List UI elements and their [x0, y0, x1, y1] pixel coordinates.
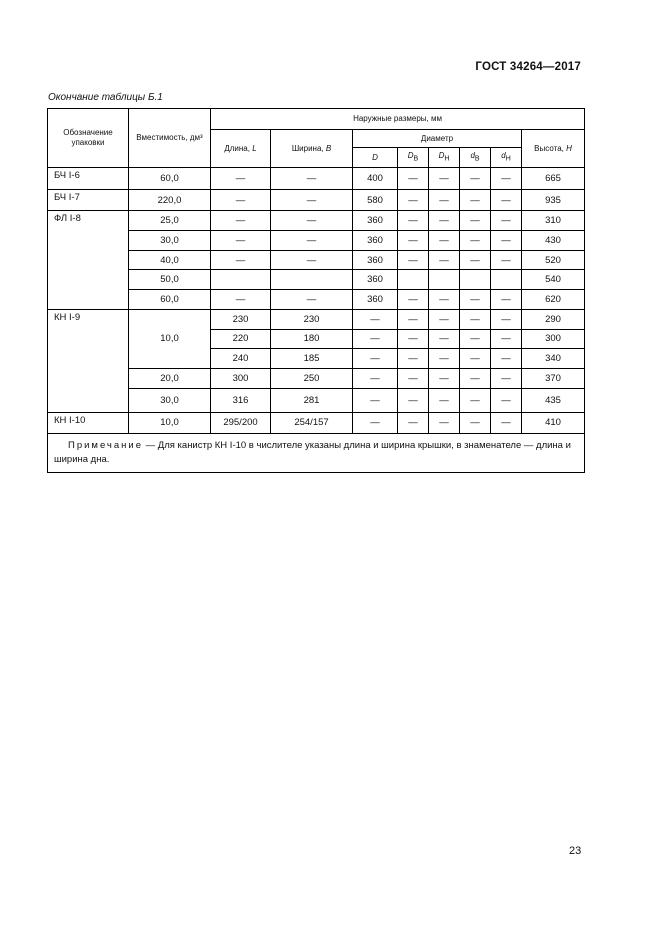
diameter-cell: — [398, 231, 429, 251]
diameter-cell: — [398, 168, 429, 190]
capacity-cell: 40,0 [129, 250, 211, 270]
diameter-cell: — [460, 309, 491, 329]
diameter-cell: — [491, 368, 522, 388]
diameter-cell: — [353, 412, 398, 434]
diameter-cell: 360 [353, 250, 398, 270]
header-outer-dimensions: Наружные размеры, мм [211, 109, 585, 130]
diameter-cell: 360 [353, 231, 398, 251]
table-row [48, 388, 585, 412]
diameter-cell: — [429, 168, 460, 190]
capacity-cell: 10,0 [129, 412, 211, 434]
diameter-cell: — [460, 329, 491, 349]
diameter-cell [429, 270, 460, 290]
length-cell: 220 [211, 329, 271, 349]
length-cell: — [211, 231, 271, 251]
capacity-cell: 220,0 [129, 189, 211, 211]
width-cell: — [271, 189, 353, 211]
diameter-cell: — [398, 412, 429, 434]
length-cell: 316 [211, 388, 271, 412]
width-cell: 281 [271, 388, 353, 412]
table-row [48, 290, 585, 310]
header-D-outer: $D_Н$ [429, 148, 460, 168]
height-cell: 520 [522, 250, 585, 270]
diameter-cell: — [429, 250, 460, 270]
table-row [48, 270, 585, 290]
diameter-cell: — [353, 349, 398, 369]
diameter-cell: — [491, 168, 522, 190]
diameter-cell: — [491, 412, 522, 434]
diameter-cell: — [491, 250, 522, 270]
diameter-cell: — [460, 368, 491, 388]
diameter-cell: — [398, 309, 429, 329]
header-d-inner: $d_В$ [460, 148, 491, 168]
diameter-cell: — [429, 388, 460, 412]
width-cell: 230 [271, 309, 353, 329]
diameter-cell: — [353, 309, 398, 329]
header-capacity: Вместимость, дм³ [129, 109, 211, 168]
height-cell: 665 [522, 168, 585, 190]
diameter-cell: — [460, 231, 491, 251]
diameter-cell: 400 [353, 168, 398, 190]
header-height: Высота, H [522, 130, 585, 168]
diameter-cell: — [429, 412, 460, 434]
diameter-cell: 360 [353, 290, 398, 310]
diameter-cell: — [398, 329, 429, 349]
table-row [48, 168, 585, 190]
height-cell: 935 [522, 189, 585, 211]
diameter-cell: — [398, 211, 429, 231]
diameter-cell: — [460, 211, 491, 231]
designation-cell: КН I-10 [48, 412, 129, 434]
diameter-cell: — [429, 231, 460, 251]
diameter-cell [491, 270, 522, 290]
length-cell: 240 [211, 349, 271, 369]
header-D-inner: $D_В$ [398, 148, 429, 168]
diameter-cell: — [460, 388, 491, 412]
length-cell: 300 [211, 368, 271, 388]
height-cell: 300 [522, 329, 585, 349]
designation-cell: КН I-9 [48, 309, 129, 412]
diameter-cell: 580 [353, 189, 398, 211]
capacity-cell: 30,0 [129, 388, 211, 412]
width-cell [271, 270, 353, 290]
header-D: D [353, 148, 398, 168]
diameter-cell: — [460, 189, 491, 211]
header-d-outer: $d_Н$ [491, 148, 522, 168]
diameter-cell: — [398, 349, 429, 369]
diameter-cell: — [429, 368, 460, 388]
table-row [48, 231, 585, 251]
diameter-cell: — [398, 189, 429, 211]
length-cell: — [211, 250, 271, 270]
header-designation: Обозначение упаковки [48, 109, 129, 168]
document-code: ГОСТ 34264—2017 [475, 61, 581, 73]
diameter-cell: — [353, 368, 398, 388]
diameter-cell: — [491, 231, 522, 251]
width-cell: — [271, 168, 353, 190]
diameter-cell: — [398, 290, 429, 310]
length-cell: 295/200 [211, 412, 271, 434]
designation-cell: БЧ I-6 [48, 168, 129, 190]
capacity-cell: 30,0 [129, 231, 211, 251]
height-cell: 540 [522, 270, 585, 290]
height-cell: 370 [522, 368, 585, 388]
length-cell: — [211, 290, 271, 310]
capacity-cell: 20,0 [129, 368, 211, 388]
width-cell: 185 [271, 349, 353, 369]
diameter-cell: — [429, 290, 460, 310]
height-cell: 410 [522, 412, 585, 434]
length-cell: 230 [211, 309, 271, 329]
height-cell: 310 [522, 211, 585, 231]
width-cell: 254/157 [271, 412, 353, 434]
diameter-cell: — [491, 309, 522, 329]
table-row [48, 250, 585, 270]
capacity-cell: 10,0 [129, 309, 211, 368]
diameter-cell: — [398, 388, 429, 412]
diameter-cell: — [429, 329, 460, 349]
diameter-cell [460, 270, 491, 290]
dimensions-table [47, 108, 585, 473]
capacity-cell: 50,0 [129, 270, 211, 290]
height-cell: 340 [522, 349, 585, 369]
header-diameter: Диаметр [353, 130, 522, 148]
diameter-cell: — [491, 329, 522, 349]
diameter-cell: — [429, 211, 460, 231]
header-width: Ширина, B [271, 130, 353, 168]
diameter-cell: — [491, 189, 522, 211]
diameter-cell: — [491, 290, 522, 310]
length-cell: — [211, 168, 271, 190]
diameter-cell: — [460, 168, 491, 190]
height-cell: 620 [522, 290, 585, 310]
width-cell: — [271, 211, 353, 231]
table-note-row [48, 434, 585, 473]
table-caption: Окончание таблицы Б.1 [48, 92, 163, 103]
diameter-cell: — [460, 349, 491, 369]
diameter-cell: — [398, 368, 429, 388]
designation-cell: БЧ I-7 [48, 189, 129, 211]
diameter-cell: — [491, 388, 522, 412]
diameter-cell: — [429, 309, 460, 329]
length-cell: — [211, 211, 271, 231]
diameter-cell: — [460, 290, 491, 310]
width-cell: 250 [271, 368, 353, 388]
table-row [48, 189, 585, 211]
length-cell: — [211, 189, 271, 211]
height-cell: 435 [522, 388, 585, 412]
diameter-cell: 360 [353, 211, 398, 231]
diameter-cell: — [353, 388, 398, 412]
width-cell: — [271, 290, 353, 310]
height-cell: 290 [522, 309, 585, 329]
width-cell: 180 [271, 329, 353, 349]
diameter-cell: 360 [353, 270, 398, 290]
capacity-cell: 60,0 [129, 290, 211, 310]
table-row [48, 309, 585, 329]
page-number: 23 [569, 845, 582, 857]
diameter-cell: — [429, 349, 460, 369]
diameter-cell: — [460, 412, 491, 434]
diameter-cell [398, 270, 429, 290]
table-row [48, 368, 585, 388]
designation-cell: ФЛ I-8 [48, 211, 129, 309]
capacity-cell: 60,0 [129, 168, 211, 190]
diameter-cell: — [491, 211, 522, 231]
table-note [48, 434, 585, 473]
capacity-cell: 25,0 [129, 211, 211, 231]
diameter-cell: — [398, 250, 429, 270]
diameter-cell: — [353, 329, 398, 349]
width-cell: — [271, 250, 353, 270]
table-row [48, 412, 585, 434]
diameter-cell: — [491, 349, 522, 369]
diameter-cell: — [460, 250, 491, 270]
width-cell: — [271, 231, 353, 251]
height-cell: 430 [522, 231, 585, 251]
header-length: Длина, L [211, 130, 271, 168]
diameter-cell: — [429, 189, 460, 211]
note-label: Примечание [68, 440, 143, 452]
note-text: — Для канистр КН I-10 в числителе указаны длина и ширина крышки, в знаменателе — длина и ширина дна. [54, 440, 571, 466]
table-row [48, 211, 585, 231]
length-cell [211, 270, 271, 290]
